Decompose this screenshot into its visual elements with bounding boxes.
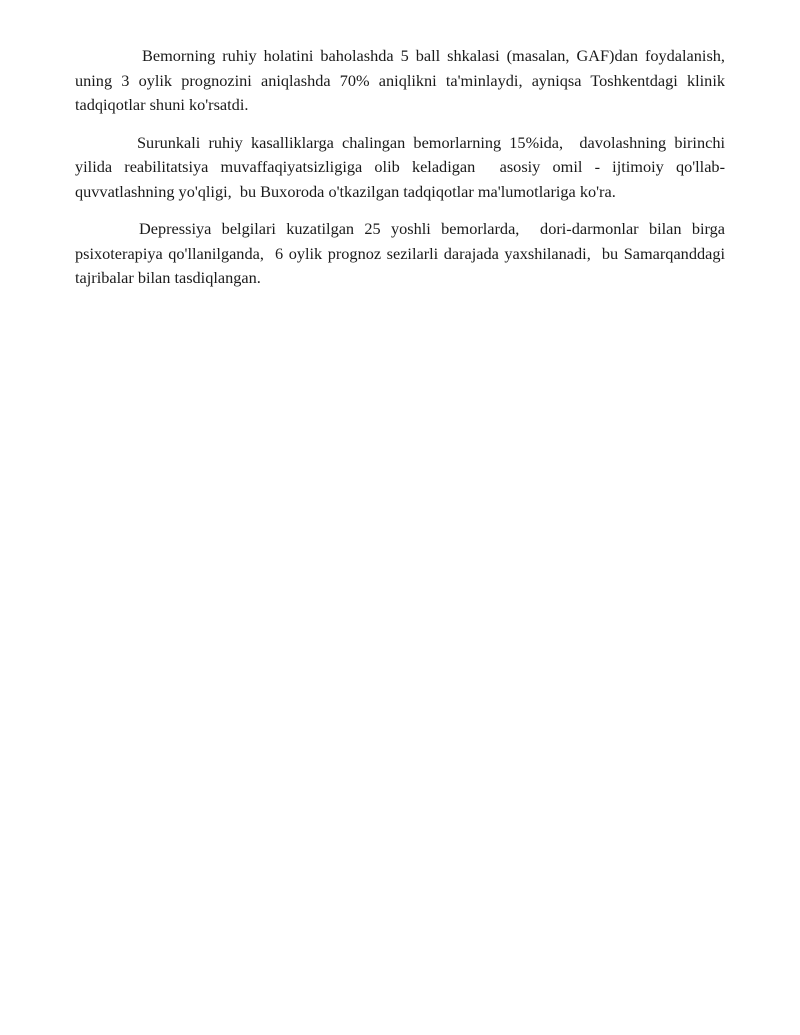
document-body <box>75 44 730 304</box>
paragraph-social-support: Surunkali ruhiy kasalliklarga chalingan bemorlarning 15%ida, davolashning birinchi yilida reabilitatsiya muvaffaqiyatsizligiga olib keladigan asosiy omil - ijtimoiy qo'llab-quvvatlashning yo'qligi, bu Buxoroda o'tkazilgan tadqiqotlar ma'lumotlariga ko'ra. <box>75 132 730 201</box>
paragraph-gaf-scale: Bemorning ruhiy holatini baholashda 5 ball shkalasi (masalan, GAF)dan foydalanish, uning 3 oylik prognozini aniqlashda 70% aniqlikni ta'minlaydi, ayniqsa Toshkentdagi klinik tadqiqotlar shuni ko'rsatdi. <box>75 46 730 114</box>
paragraph-depression-therapy: Depressiya belgilari kuzatilgan 25 yoshli bemorlarda, dori-darmonlar bilan birga psixoterapiya qo'llanilganda, 6 oylik prognoz sezilarli darajada yaxshilanadi, bu Samarqanddagi tajribalar bilan tasdiqlangan. <box>75 219 730 287</box>
